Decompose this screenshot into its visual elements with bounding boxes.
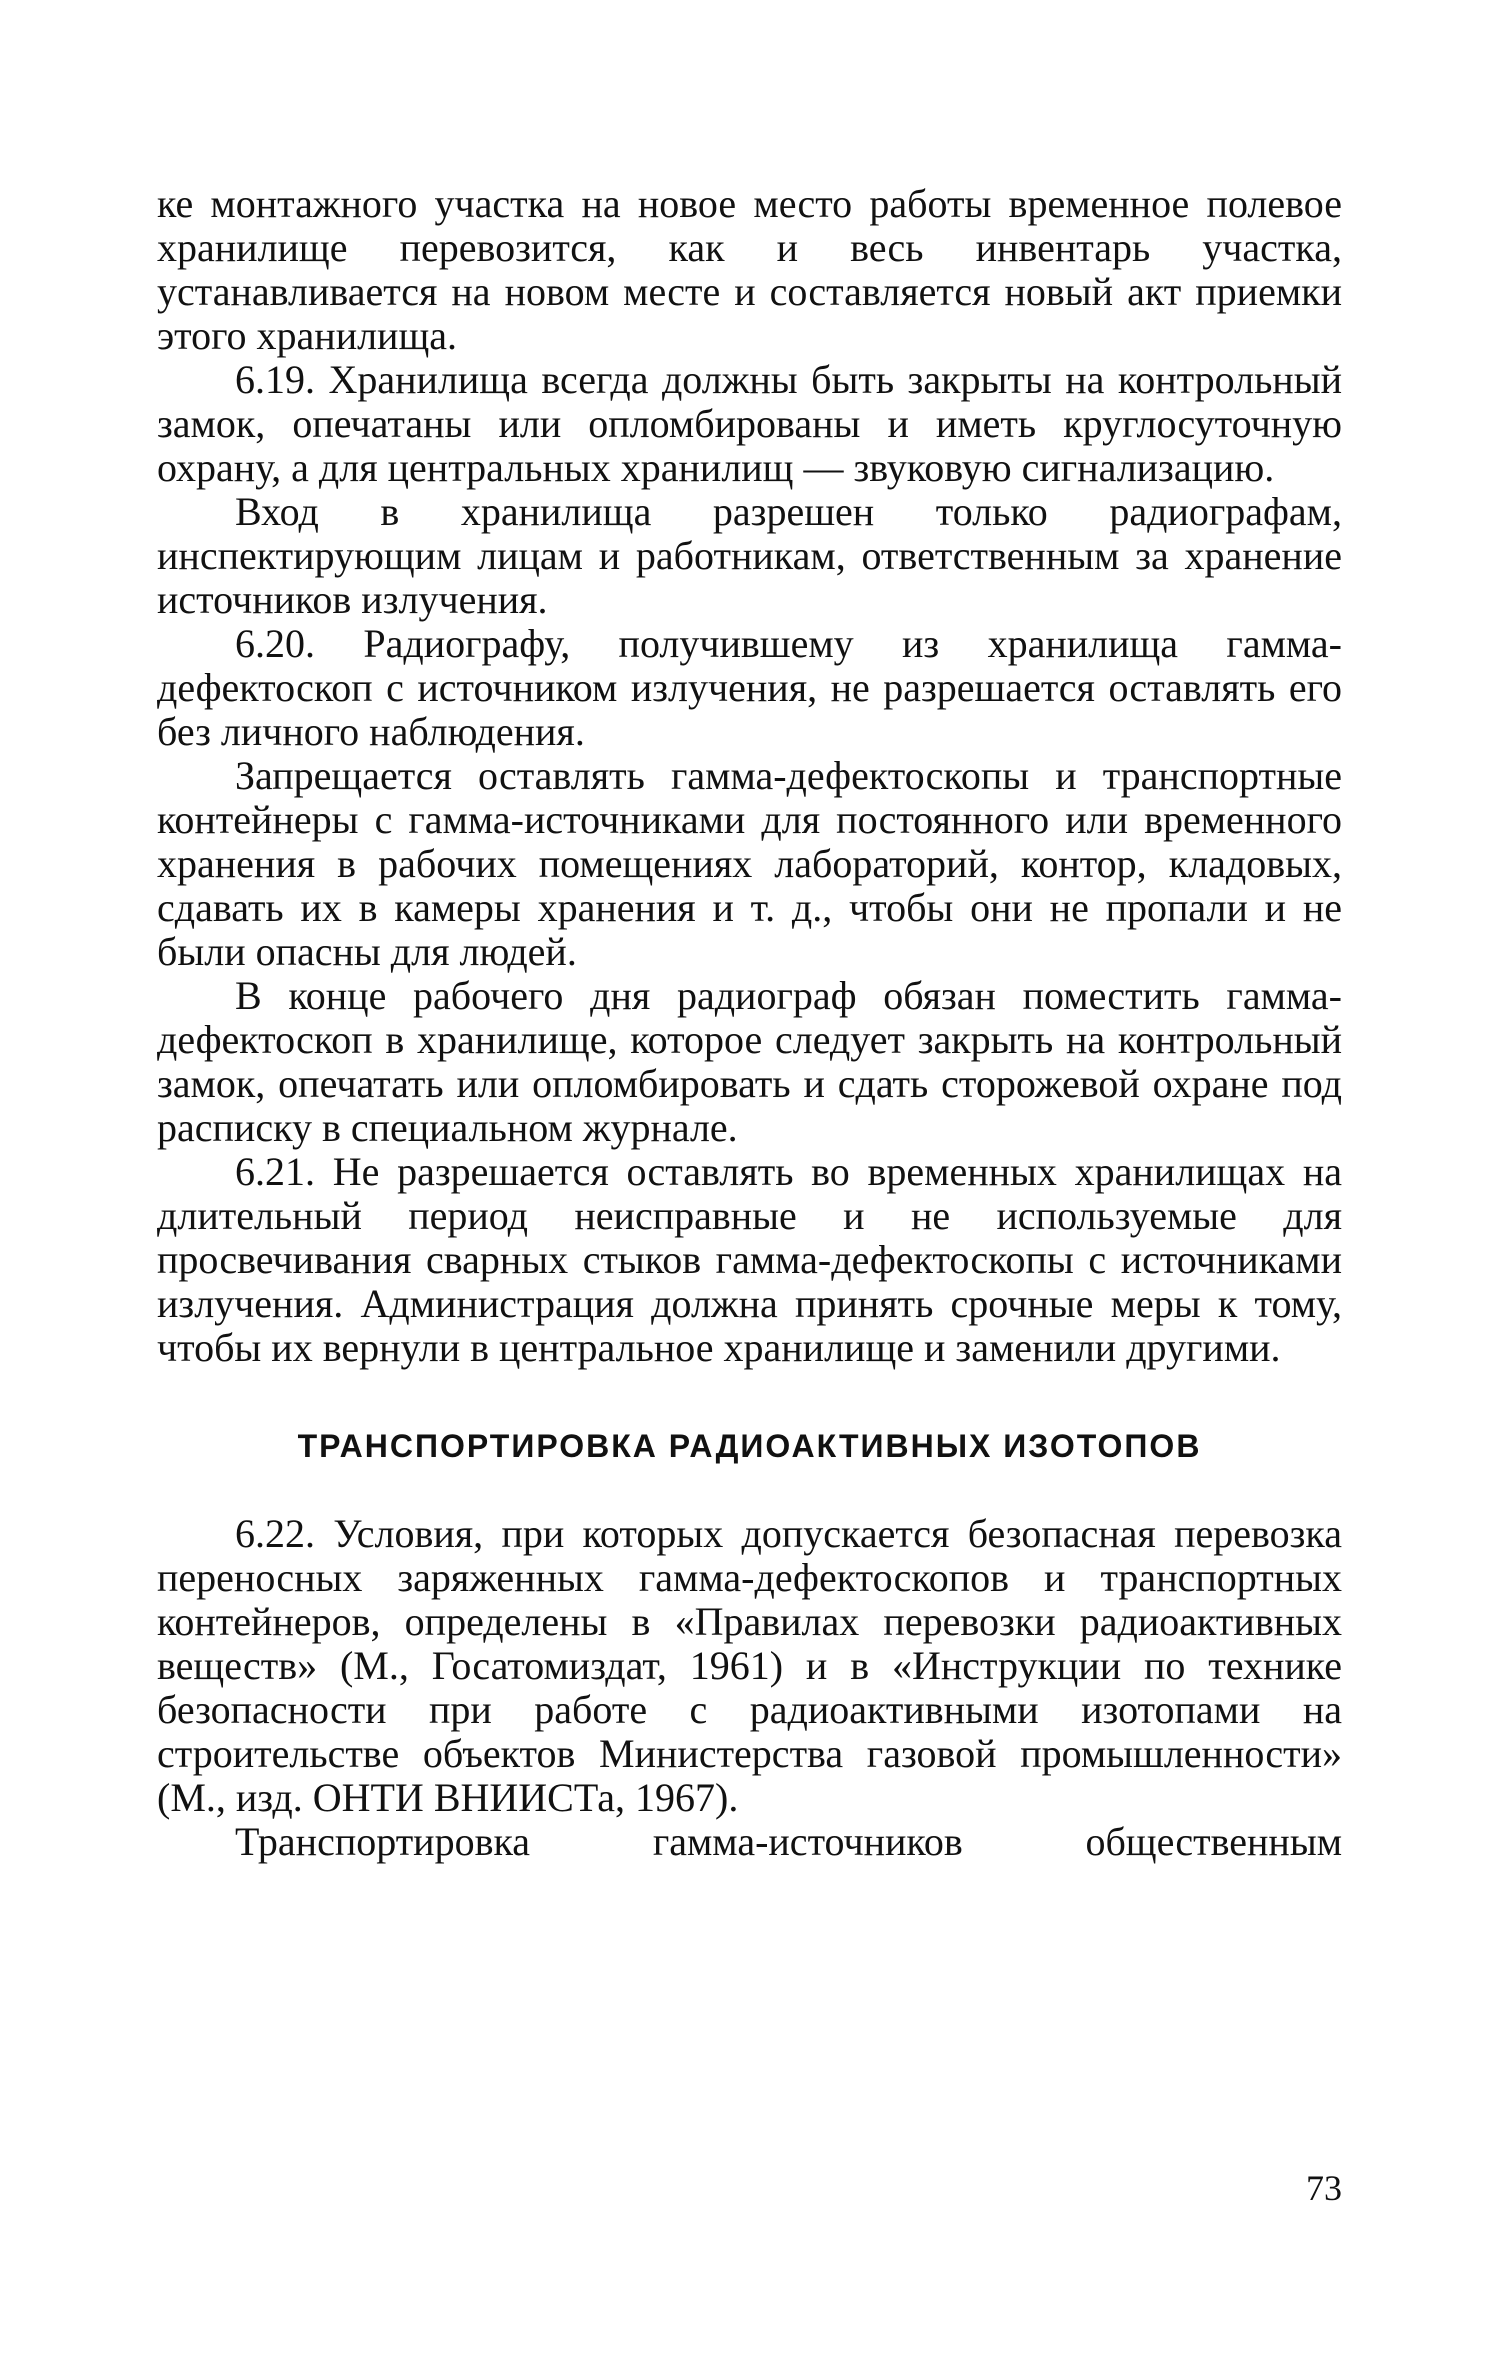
paragraph-6-22: 6.22. Условия, при которых допускается безопасная перевозка переносных заряженных гамма-дефектоскопов и транспортных контейнеров, определены в «Правилах перевозки радиоактивных веществ» (М., Госатомиздат, 1961) и в «Инструкции по технике безопасности при работе с радиоактивными изотопами на строительстве объектов Министерства газовой промышленности» (М., изд. ОНТИ ВНИИСТа, 1967).: [157, 1511, 1342, 1820]
page-body: [157, 182, 1342, 1864]
paragraph-end-of-day: В конце рабочего дня радиограф обязан поместить гамма-дефектоскоп в хранилище, которое следует закрыть на контрольный замок, опечатать или опломбировать и сдать сторожевой охране под расписку в специальном журнале.: [157, 973, 1342, 1150]
paragraph-prohibition: Запрещается оставлять гамма-дефектоскопы и транспортные контейнеры с гамма-источниками для постоянного или временного хранения в рабочих помещениях лабораторий, контор, кладовых, сдавать их в камеры хранения и т. д., чтобы они не пропали и не были опасны для людей.: [157, 753, 1342, 974]
page-number: 73: [1306, 2168, 1342, 2208]
paragraph-6-20: 6.20. Радиографу, получившему из хранилища гамма-дефектоскоп с источником излучения, не разрешается оставлять его без личного наблюдения.: [157, 621, 1342, 754]
section-heading: ТРАНСПОРТИРОВКА РАДИОАКТИВНЫХ ИЗОТОПОВ: [297, 1428, 1202, 1464]
paragraph-transport: Транспортировка гамма-источников общественным: [235, 1819, 1342, 1864]
paragraph-access: Вход в хранилища разрешен только радиографам, инспектирующим лицам и работникам, ответственным за хранение источников излучения.: [157, 489, 1342, 622]
paragraph-6-21: 6.21. Не разрешается оставлять во временных хранилищах на длительный период неисправные и не используемые для просвечивания сварных стыков гамма-дефектоскопы с источниками излучения. Администрация должна принять срочные меры к тому, чтобы их вернули в центральное хранилище и заменили другими.: [157, 1149, 1342, 1370]
paragraph-6-19: 6.19. Хранилища всегда должны быть закрыты на контрольный замок, опечатаны или опломбированы и иметь круглосуточную охрану, а для центральных хранилищ — звуковую сигнализацию.: [157, 357, 1342, 490]
paragraph-continuation: ке монтажного участка на новое место работы временное полевое хранилище перевозится, как и весь инвентарь участка, устанавливается на новом месте и составляется новый акт приемки этого хранилища.: [157, 181, 1342, 358]
